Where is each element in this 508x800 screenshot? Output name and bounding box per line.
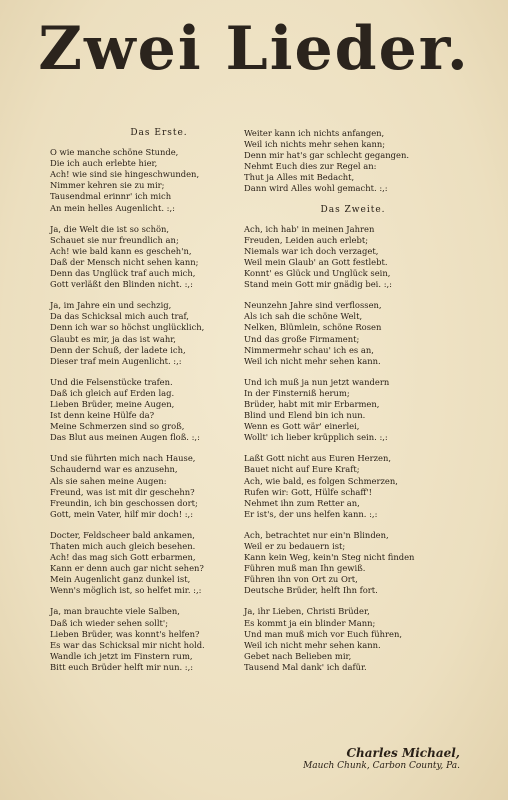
song-two-stanzas bbox=[244, 224, 462, 673]
verse-line: Mein Augenlicht ganz dunkel ist, bbox=[50, 574, 191, 585]
verse-line: Ach! wie bald kann es gescheh'n, bbox=[50, 245, 192, 256]
stanza bbox=[50, 300, 268, 367]
verse-line: Dieser traf mein Augenlicht. :,: bbox=[50, 355, 182, 366]
verse-line: Weil er zu bedauern ist; bbox=[244, 541, 346, 551]
signature-block bbox=[303, 746, 460, 772]
verse-line: Thaten mich auch gleich besehen. bbox=[50, 541, 196, 551]
verse-line: Weiter kann ich nichts anfangen, bbox=[244, 128, 385, 138]
verse-line: Wenn's möglich ist, so helfet mir. :,: bbox=[50, 585, 202, 596]
verse-line: Als ich sah die schöne Welt, bbox=[244, 311, 363, 322]
verse-line: Und sie führten mich nach Hause, bbox=[50, 453, 196, 464]
verse-line: Führen ihn von Ort zu Ort, bbox=[244, 574, 358, 585]
verse-line: Wollt' ich lieber krüpplich sein. :,: bbox=[244, 432, 388, 443]
stanza bbox=[244, 377, 462, 444]
verse-line: Weil ich nichts mehr sehen kann; bbox=[244, 139, 386, 150]
stanza bbox=[244, 453, 462, 520]
song-two-heading: Das Zweite. bbox=[320, 204, 386, 215]
stanza bbox=[244, 300, 462, 367]
verse-line: Ja, man brauchte viele Salben, bbox=[50, 606, 180, 617]
verse-line: Es kommt ja ein blinder Mann; bbox=[244, 617, 376, 628]
song-one-heading: Das Erste. bbox=[130, 128, 188, 138]
verse-line: Brüder, habt mit mir Erbarmen, bbox=[244, 398, 380, 409]
song-one-final-stanza bbox=[244, 128, 462, 195]
verse-line: Schaudernd war es anzusehn, bbox=[50, 464, 178, 475]
verse-line: Gott verläßt den Blinden nicht. :,: bbox=[50, 279, 193, 290]
stanza bbox=[244, 606, 462, 673]
verse-line: Thut ja Alles mit Bedacht, bbox=[244, 172, 355, 183]
verse-line: Deutsche Brüder, helft Ihn fort. bbox=[244, 585, 378, 596]
verse-line: Freundin, ich bin geschossen dort; bbox=[50, 497, 198, 508]
stanza bbox=[244, 224, 462, 291]
verse-line: Tausendmal erinnr' ich mich bbox=[50, 191, 172, 202]
verse-line: Niemals war ich doch verzaget, bbox=[244, 245, 379, 256]
verse-line: Führen muß man Ihn gewiß. bbox=[244, 563, 366, 574]
verse-line: Ach! das mag sich Gott erbarmen, bbox=[50, 552, 196, 563]
verse-line: Das Blut aus meinen Augen floß. :,: bbox=[50, 432, 200, 443]
verse-line: Rufen wir: Gott, Hülfe schaff'! bbox=[244, 486, 373, 497]
verse-line: Wenn es Gott wär' einerlei, bbox=[244, 421, 360, 432]
verse-line: Ach, wie bald, es folgen Schmerzen, bbox=[244, 475, 398, 486]
left-column bbox=[50, 128, 268, 683]
stanza bbox=[50, 453, 268, 520]
verse-line: Wandle ich jetzt im Finstern rum, bbox=[50, 650, 193, 661]
verse-line: Ach, betrachtet nur ein'n Blinden, bbox=[244, 529, 389, 540]
right-column bbox=[244, 128, 462, 683]
verse-line: An mein helles Augenlicht. :,: bbox=[50, 202, 175, 213]
verse-line: Nehmet ihn zum Retter an, bbox=[244, 497, 360, 508]
verse-line: Kann kein Weg, kein'n Steg nicht finden bbox=[244, 552, 415, 563]
song-one-stanzas bbox=[50, 147, 268, 673]
verse-line: Denn der Schuß, der ladete ich, bbox=[50, 344, 186, 355]
verse-line: Die ich auch erlebte hier, bbox=[50, 158, 158, 169]
author-location: Mauch Chunk, Carbon County, Pa. bbox=[303, 761, 460, 771]
verse-line: Stand mein Gott mir gnädig bei. :,: bbox=[244, 279, 392, 290]
verse-line: Glaubt es mir, ja das ist wahr, bbox=[50, 333, 176, 344]
verse-line: Kann er denn auch gar nicht sehen? bbox=[50, 563, 204, 574]
verse-line: Da das Schicksal mich auch traf, bbox=[50, 311, 189, 322]
verse-line: Nelken, Blümlein, schöne Rosen bbox=[244, 322, 382, 333]
verse-line: Daß ich wieder sehen sollt'; bbox=[50, 617, 169, 628]
verse-line: Denn das Unglück traf auch mich, bbox=[50, 268, 196, 279]
stanza bbox=[244, 530, 462, 597]
verse-line: Als sie sahen meine Augen: bbox=[50, 475, 167, 486]
verse-line: Ja, die Welt die ist so schön, bbox=[50, 223, 170, 234]
page-title: Zwei Lieder. bbox=[38, 14, 470, 84]
verse-line: Denn ich war so höchst unglücklich, bbox=[50, 322, 205, 333]
stanza bbox=[50, 147, 268, 214]
verse-line: Nehmt Euch dies zur Regel an: bbox=[244, 161, 377, 172]
verse-line: Weil ich nicht mehr sehen kann. bbox=[244, 639, 381, 650]
verse-line: Ach, ich hab' in meinen Jahren bbox=[244, 223, 375, 234]
verse-line: Freuden, Leiden auch erlebt; bbox=[244, 234, 369, 245]
verse-line: Gebet nach Belieben mir, bbox=[244, 650, 352, 661]
verse-line: Bauet nicht auf Eure Kraft; bbox=[244, 464, 360, 475]
verse-line: Ach! wie sind sie hingeschwunden, bbox=[50, 169, 200, 180]
verse-line: Er ist's, der uns helfen kann. :,: bbox=[244, 508, 378, 519]
verse-line: Gott, mein Vater, hilf mir doch! :,: bbox=[50, 508, 194, 519]
verse-line: Weil ich nicht mehr sehen kann. bbox=[244, 355, 381, 366]
verse-line: Neunzehn Jahre sind verflossen, bbox=[244, 300, 382, 311]
verse-line: Blind und Elend bin ich nun. bbox=[244, 410, 366, 421]
verse-line: Bitt euch Brüder helft mir nun. :,: bbox=[50, 661, 194, 672]
verse-line: Meine Schmerzen sind so groß, bbox=[50, 421, 185, 432]
verse-line: Es war das Schicksal mir nicht hold. bbox=[50, 639, 205, 650]
verse-line: Dann wird Alles wohl gemacht. :,: bbox=[244, 183, 388, 194]
verse-line: Und die Felsenstücke trafen. bbox=[50, 376, 173, 387]
stanza bbox=[50, 377, 268, 444]
stanza bbox=[50, 530, 268, 597]
verse-line: Lieben Brüder, meine Augen, bbox=[50, 398, 175, 409]
verse-line: Ist denn keine Hülfe da? bbox=[50, 410, 155, 421]
verse-line: Nimmer kehren sie zu mir; bbox=[50, 180, 165, 191]
verse-line: Freund, was ist mit dir geschehn? bbox=[50, 486, 195, 497]
author-name: Charles Michael, bbox=[346, 746, 460, 760]
verse-line: Und man muß mich vor Euch führen, bbox=[244, 628, 403, 639]
verse-line: Docter, Feldscheer bald ankamen, bbox=[50, 529, 195, 540]
verse-line: Lieben Brüder, was konnt's helfen? bbox=[50, 628, 200, 639]
verse-line: Ja, im Jahre ein und sechzig, bbox=[50, 300, 172, 311]
verse-line: Laßt Gott nicht aus Euren Herzen, bbox=[244, 453, 392, 464]
verse-line: Und ich muß ja nun jetzt wandern bbox=[244, 376, 390, 387]
verse-line: Daß ich gleich auf Erden lag. bbox=[50, 387, 175, 398]
verse-line: Denn mir hat's gar schlecht gegangen. bbox=[244, 150, 410, 161]
verse-line: Weil mein Glaub' an Gott festlebt. bbox=[244, 256, 388, 267]
verse-line: O wie manche schöne Stunde, bbox=[50, 147, 179, 158]
verse-line: Schauet sie nur freundlich an; bbox=[50, 234, 179, 245]
stanza bbox=[50, 606, 268, 673]
verse-line: In der Finsterniß herum; bbox=[244, 387, 350, 398]
verse-line: Und das große Firmament; bbox=[244, 333, 360, 344]
stanza bbox=[50, 224, 268, 291]
verse-line: Ja, ihr Lieben, Christi Brüder, bbox=[244, 606, 370, 617]
verse-line: Nimmermehr schau' ich es an, bbox=[244, 344, 374, 355]
verse-line: Daß der Mensch nicht sehen kann; bbox=[50, 256, 199, 267]
verse-line: Tausend Mal dank' ich dafür. bbox=[244, 661, 367, 672]
verse-line: Konnt' es Glück und Unglück sein, bbox=[244, 268, 391, 279]
